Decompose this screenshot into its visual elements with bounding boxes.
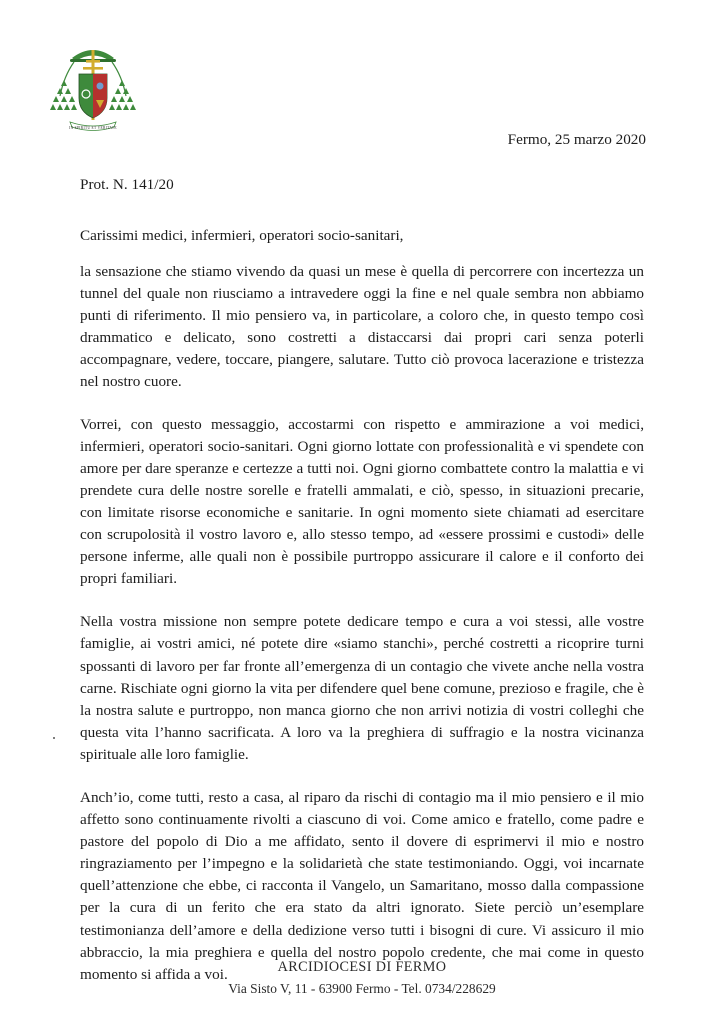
scan-speck — [53, 737, 55, 739]
letter-salutation: Carissimi medici, infermieri, operatori socio-sanitari, — [80, 227, 404, 244]
letter-date: Fermo, 25 marzo 2020 — [507, 131, 646, 148]
letter-paragraph: Nella vostra missione non sempre potete dedicare tempo e cura a voi stessi, alle vostre famiglie, ai vostri amici, né potete dire «siamo stanchi», perché costretti a ricoprire turni spossanti di lavoro per far fronte all’emergenza di un contagio che vivete anche nella vostra carne. Rischiate ogni giorno la vita per difendere quel bene comune, prezioso e fragile, che è la nostra salute e purtroppo, non manca giorno che non arrivi notizia di vostri colleghi che questa vita l’hanno sacrificata. A loro va la preghiera di suffragio e la nostra vicinanza spirituale alle loro famiglie. — [80, 613, 644, 763]
letter-body — [80, 261, 644, 1007]
footer-address: Via Sisto V, 11 - 63900 Fermo - Tel. 0734/228629 — [228, 981, 496, 996]
crest-motto: IN SPIRITU ET VERITATE — [69, 126, 117, 130]
letter-paragraph: Anch’io, come tutti, resto a casa, al riparo da rischi di contagio ma il mio pensiero e il mio affetto sono continuamente rivolti a ciascuno di voi. Come amico e fratello, come padre e pastore del popolo di Dio a me affidato, sento il dovere di esprimervi il mio e nostro ringraziamento per l’impegno e la solidarietà che state testimoniando. Oggi, voi incarnate quell’attenzione che ebbe, ci racconta il Vangelo, un Samaritano, mosso dalla compassione per la cura di un ferito che era stato da altri ignorato. Siete perciò un’esemplare testimonianza dell’amore e della dedizione verso tutti i bisogni di cure. Vi assicuro il mio abbraccio, la mia preghiera e quella del nostro popolo credente, che mai come in questo momento si affida a voi. — [80, 788, 644, 983]
protocol-number: Prot. N. 141/20 — [80, 176, 174, 193]
coat-of-arms-icon — [50, 36, 136, 134]
letter-paragraph: la sensazione che stiamo vivendo da quasi un mese è quella di percorrere con incertezza un tunnel del quale non riusciamo a intravedere oggi la fine e nel quale sembra non abbiamo punti di riferimento. Il mio pensiero va, in particolare, a coloro che, in questo tempo così drammatico e delicato, sono costretti a distaccarsi dai propri cari senza poterli accompagnare, vedere, toccare, piangere, salutare. Tutto ciò provoca lacerazione e tristezza nel nostro cuore. — [80, 263, 644, 391]
footer-organization: ARCIDIOCESI DI FERMO — [277, 959, 447, 975]
letter-paragraph: Vorrei, con questo messaggio, accostarmi con rispetto e ammirazione a voi medici, infermieri, operatori socio-sanitari. Ogni giorno lottate con professionalità e vi spendete con amore per dare speranze e certezze a tutti noi. Ogni giorno combattete contro la malattia e vi prendete cura delle nostre sorelle e fratelli ammalati, e ciò, spesso, in situazioni precarie, con limitate risorse economiche e sanitarie. In ogni momento siete chiamati ad esercitare con scrupolosità il vostro lavoro e, allo stesso tempo, ad «essere prossimi e custodi» delle persone inferme, alle quali non è possibile purtroppo assicurare il calore e il conforto dei propri familiari. — [80, 415, 644, 588]
